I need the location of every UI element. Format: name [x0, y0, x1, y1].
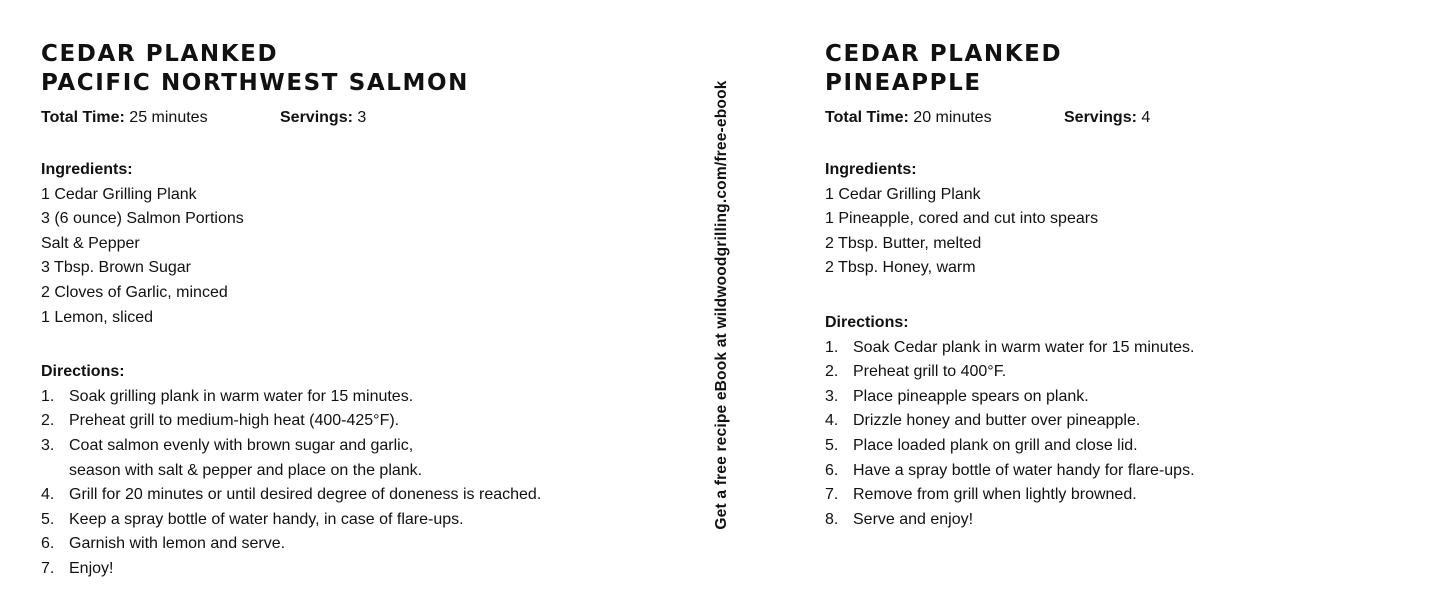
ingredient-item: 1 Cedar Grilling Plank	[825, 185, 981, 203]
direction-step-continued	[41, 459, 681, 484]
step-text: season with salt & pepper and place on the plank.	[69, 461, 423, 479]
step-text: Enjoy!	[69, 559, 114, 577]
recipe-title-line-1: CEDAR PLANKED	[41, 41, 279, 67]
direction-step	[825, 459, 1415, 484]
step-text: Garnish with lemon and serve.	[69, 535, 286, 553]
direction-step	[41, 557, 681, 582]
servings-label: Servings:	[280, 109, 353, 126]
step-number: 7.	[41, 559, 55, 577]
step-number: 3.	[41, 436, 55, 454]
step-number	[41, 459, 69, 484]
step-number: 6.	[825, 461, 839, 479]
step-number: 3.	[825, 387, 839, 405]
direction-step	[41, 483, 681, 508]
direction-step	[825, 360, 1415, 385]
ingredient-item: 1 Pineapple, cored and cut into spears	[825, 210, 1099, 228]
salmon-recipe-card	[41, 40, 681, 582]
recipe-title	[825, 40, 1415, 98]
direction-step	[41, 385, 681, 410]
total-time	[41, 108, 280, 128]
recipe-title-line-2: PACIFIC NORTHWEST SALMON	[41, 70, 470, 96]
step-text: Grill for 20 minutes or until desired degree of doneness is reached.	[69, 486, 542, 504]
step-text: Preheat grill to 400°F.	[853, 363, 1007, 381]
directions-heading: Directions:	[41, 363, 125, 381]
recipe-title-line-1: CEDAR PLANKED	[825, 41, 1063, 67]
step-text: Soak Cedar plank in warm water for 15 minutes.	[853, 338, 1195, 356]
step-number: 4.	[825, 412, 839, 430]
directions-heading: Directions:	[825, 313, 909, 331]
recipe-title-line-2: PINEAPPLE	[825, 70, 982, 96]
step-number: 5.	[41, 510, 55, 528]
servings-value: 4	[1136, 109, 1151, 126]
total-time	[825, 108, 1064, 128]
step-text: Soak grilling plank in warm water for 15 minutes.	[69, 387, 414, 405]
ingredients-heading: Ingredients:	[825, 161, 917, 178]
direction-step	[825, 508, 1415, 533]
direction-step	[825, 434, 1415, 459]
recipe-meta	[825, 108, 1415, 128]
servings-label: Servings:	[1064, 109, 1137, 126]
direction-step	[825, 385, 1415, 410]
direction-step	[825, 336, 1415, 361]
step-number: 5.	[825, 436, 839, 454]
step-number: 1.	[41, 387, 55, 405]
ingredients-list	[41, 183, 681, 331]
ingredient-item: 2 Tbsp. Butter, melted	[825, 234, 982, 252]
total-time-label: Total Time:	[41, 109, 125, 126]
direction-step	[41, 532, 681, 557]
step-text: Keep a spray bottle of water handy, in case of flare-ups.	[69, 510, 464, 528]
ingredient-item: 3 Tbsp. Brown Sugar	[41, 259, 192, 277]
servings	[280, 108, 366, 128]
step-text: Remove from grill when lightly browned.	[853, 486, 1137, 504]
step-number: 8.	[825, 510, 839, 528]
step-text: Have a spray bottle of water handy for flare-ups.	[853, 461, 1195, 479]
servings-value: 3	[352, 109, 367, 126]
step-text: Drizzle honey and butter over pineapple.	[853, 412, 1141, 430]
recipe-meta	[41, 108, 681, 128]
step-number: 4.	[41, 486, 55, 504]
ingredient-item: 3 (6 ounce) Salmon Portions	[41, 210, 244, 228]
total-time-label: Total Time:	[825, 109, 909, 126]
direction-step	[825, 409, 1415, 434]
total-time-value: 20 minutes	[908, 109, 992, 126]
step-text: Serve and enjoy!	[853, 510, 974, 528]
directions-list	[41, 385, 681, 582]
direction-step	[41, 434, 681, 459]
step-number: 7.	[825, 486, 839, 504]
step-text: Coat salmon evenly with brown sugar and garlic,	[69, 436, 414, 454]
ingredient-item: 1 Cedar Grilling Plank	[41, 185, 197, 203]
ingredient-item: 2 Cloves of Garlic, minced	[41, 283, 228, 301]
ingredient-item: 2 Tbsp. Honey, warm	[825, 259, 976, 277]
direction-step	[41, 409, 681, 434]
ingredient-item: Salt & Pepper	[41, 234, 140, 252]
ingredients-heading: Ingredients:	[41, 161, 133, 178]
servings	[1064, 108, 1150, 128]
step-number: 6.	[41, 535, 55, 553]
ingredient-item: 1 Lemon, sliced	[41, 308, 154, 326]
step-number: 2.	[41, 412, 55, 430]
direction-step	[41, 508, 681, 533]
step-text: Place loaded plank on grill and close lid.	[853, 436, 1138, 454]
directions-list	[825, 336, 1415, 533]
free-ebook-sidebar-text: Get a free recipe eBook at wildwoodgrilling.com/free-ebook	[713, 80, 730, 530]
ingredients-list	[825, 183, 1415, 281]
step-number: 2.	[825, 363, 839, 381]
step-number: 1.	[825, 338, 839, 356]
direction-step	[825, 483, 1415, 508]
pineapple-recipe-card	[825, 40, 1415, 532]
recipe-title	[41, 40, 681, 98]
total-time-value: 25 minutes	[124, 109, 208, 126]
step-text: Place pineapple spears on plank.	[853, 387, 1089, 405]
step-text: Preheat grill to medium-high heat (400-425°F).	[69, 412, 400, 430]
